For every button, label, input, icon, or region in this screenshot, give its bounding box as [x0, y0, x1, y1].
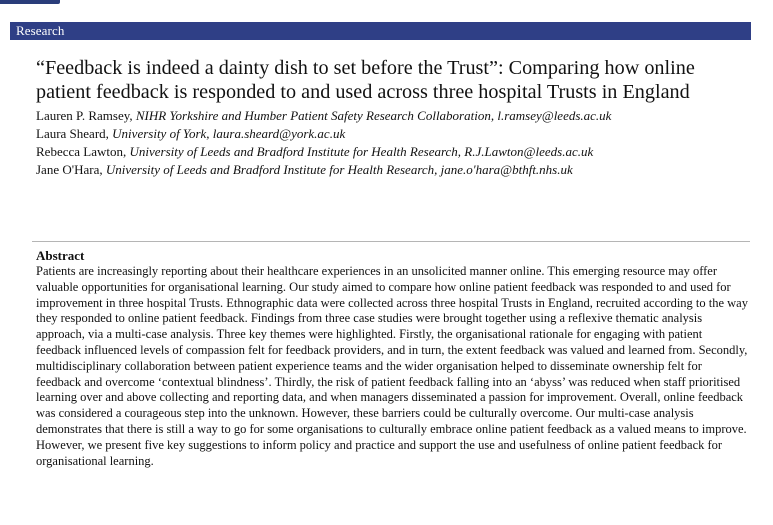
author-name: Lauren P. Ramsey,: [36, 108, 136, 123]
author-line: [36, 161, 746, 179]
section-label: Research: [16, 23, 65, 38]
paper-header: [36, 56, 746, 179]
section-band: [10, 22, 751, 40]
author-affiliation: NIHR Yorkshire and Humber Patient Safety Research Collaboration, l.ramsey@leeds.ac.uk: [135, 108, 612, 123]
author-name: Rebecca Lawton,: [36, 144, 130, 159]
paper-title: “Feedback is indeed a dainty dish to set before the Trust”: Comparing how online patient feedback is responded to and used across three hospital Trusts in England: [36, 57, 695, 103]
author-list: [36, 107, 746, 179]
author-affiliation: University of Leeds and Bradford Institute for Health Research, jane.o'hara@bthft.nhs.uk: [105, 162, 573, 177]
abstract-body: Patients are increasingly reporting about their healthcare experiences in an unsolicited manner online. This emerging resource may offer valuable opportunities for organisational learning. Our study aimed to compare how online patient feedback was responded to and used for improvement in three hospital Trusts. Ethnographic data were collected across three hospital Trusts in England, recruited according to the way they responded to online patient feedback. Findings from three case studies were brought together using a reflexive thematic analysis approach, via a multi-case analysis. Three key themes were highlighted. Firstly, the organisational rationale for engaging with patient feedback influenced levels of compassion felt for feedback providers, and in turn, the extent feedback was valued and learned from. Secondly, multidisciplinary collaboration between patient experience teams and the wider organisation helped to disseminate ownership felt for feedback and overcome ‘contextual blindness’. Thirdly, the risk of patient feedback falling into an ‘abyss’ was reduced when staff prioritised learning over and above collecting and reporting data, and when managers disseminated a passion for improvement. Overall, online feedback was considered a courageous step into the unknown. However, these barriers could be culturally overcome. Our multi-case analysis demonstrates that there is still a way to go for some organisations to culturally embrace online patient feedback as a valued means to improve. However, we present five key suggestions to inform policy and practice and support the use and usefulness of online patient feedback for organisational learning.: [36, 264, 748, 468]
author-line: [36, 107, 746, 125]
journal-logo-fragment: [0, 0, 60, 4]
abstract-section: [36, 248, 748, 469]
author-affiliation: University of York, laura.sheard@york.ac.uk: [112, 126, 346, 141]
author-name: Jane O'Hara,: [36, 162, 106, 177]
author-line: [36, 125, 746, 143]
author-line: [36, 143, 746, 161]
section-divider: [32, 241, 750, 242]
author-affiliation: University of Leeds and Bradford Institute for Health Research, R.J.Lawton@leeds.ac.uk: [129, 144, 594, 159]
abstract-heading: Abstract: [36, 248, 85, 263]
author-name: Laura Sheard,: [36, 126, 113, 141]
